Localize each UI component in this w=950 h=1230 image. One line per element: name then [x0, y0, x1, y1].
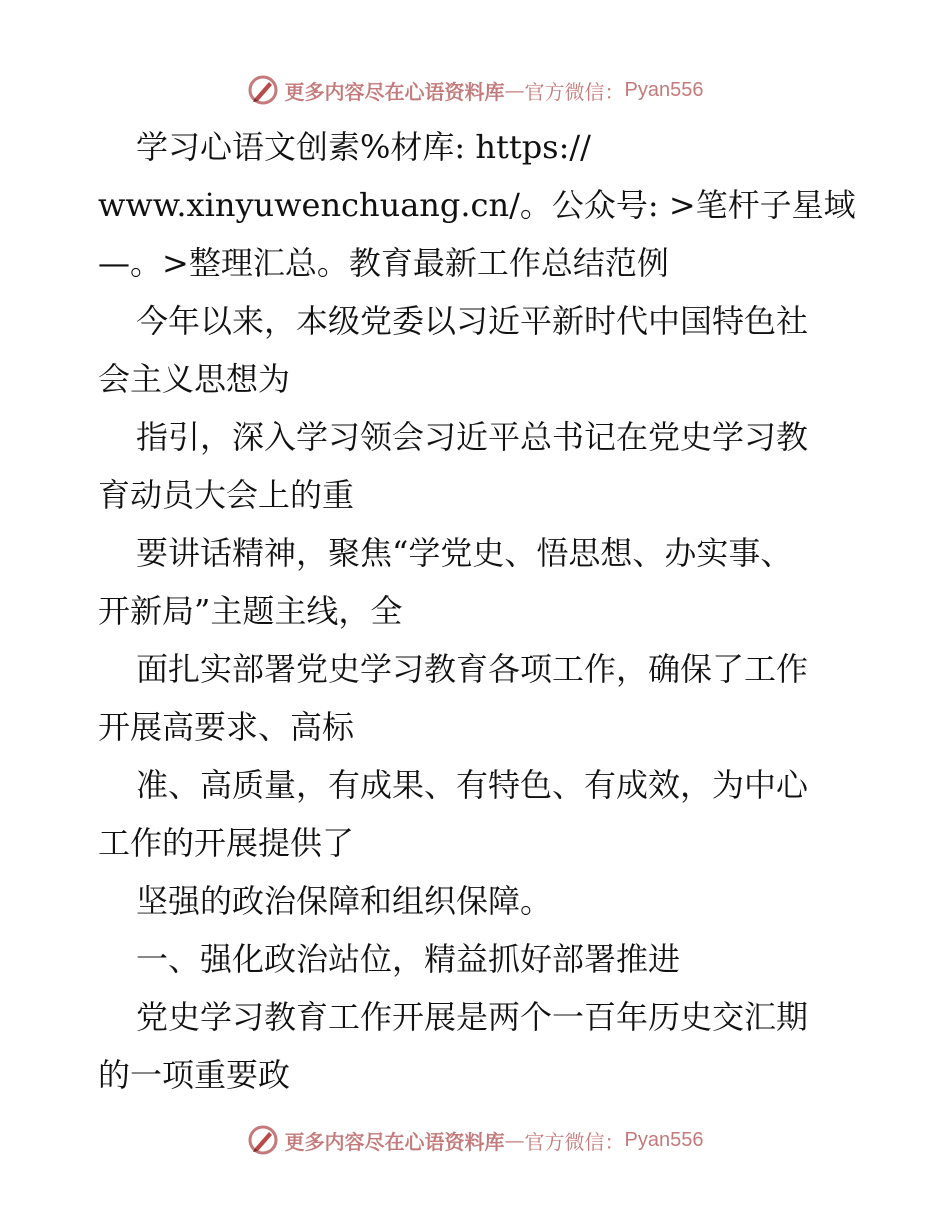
doc-line: —。>整理汇总。教育最新工作总结范例 [98, 244, 669, 282]
watermark-text: 更多内容尽在心语资料库 [284, 1129, 505, 1154]
watermark-wechat-id: Pyan556 [624, 1128, 704, 1151]
header-watermark [0, 70, 950, 110]
doc-line: 指引，深入学习领会习近平总书记在党史学习教 [136, 418, 809, 456]
doc-line: 育动员大会上的重 [98, 476, 355, 514]
doc-line: 开展高要求、高标 [98, 708, 355, 746]
watermark-wechat-label: 官方微信： [524, 1129, 625, 1154]
doc-line: 准、高质量，有成果、有特色、有成效，为中心 [136, 766, 809, 804]
doc-line: 今年以来，本级党委以习近平新时代中国特色社 [136, 302, 809, 340]
doc-line: www.xinyuwenchuang.cn/。公众号: >笔杆子星域 [98, 186, 856, 224]
watermark-text: 更多内容尽在心语资料库 [284, 79, 505, 104]
watermark-separator: — [504, 78, 525, 102]
doc-line: 会主义思想为 [98, 360, 291, 398]
footer-watermark [0, 1120, 950, 1160]
watermark-wechat-label: 官方微信： [524, 79, 625, 104]
pen-logo-icon [247, 74, 279, 106]
doc-line: 坚强的政治保障和组织保障。 [136, 882, 553, 920]
doc-line: 要讲话精神，聚焦“学党史、悟思想、办实事、 [136, 534, 793, 572]
doc-line: 的一项重要政 [98, 1056, 291, 1094]
doc-line: 开新局”主题主线，全 [98, 592, 403, 630]
pen-logo-icon [247, 1124, 279, 1156]
doc-line: 党史学习教育工作开展是两个一百年历史交汇期 [136, 998, 809, 1036]
doc-line: 一、强化政治站位，精益抓好部署推进 [136, 940, 681, 978]
watermark-wechat-id: Pyan556 [624, 78, 704, 101]
document-body [98, 118, 858, 1104]
watermark-separator: — [504, 1128, 525, 1152]
doc-line: 学习心语文创素%材库: https:// [136, 128, 591, 166]
doc-line: 工作的开展提供了 [98, 824, 355, 862]
doc-line: 面扎实部署党史学习教育各项工作，确保了工作 [136, 650, 809, 688]
